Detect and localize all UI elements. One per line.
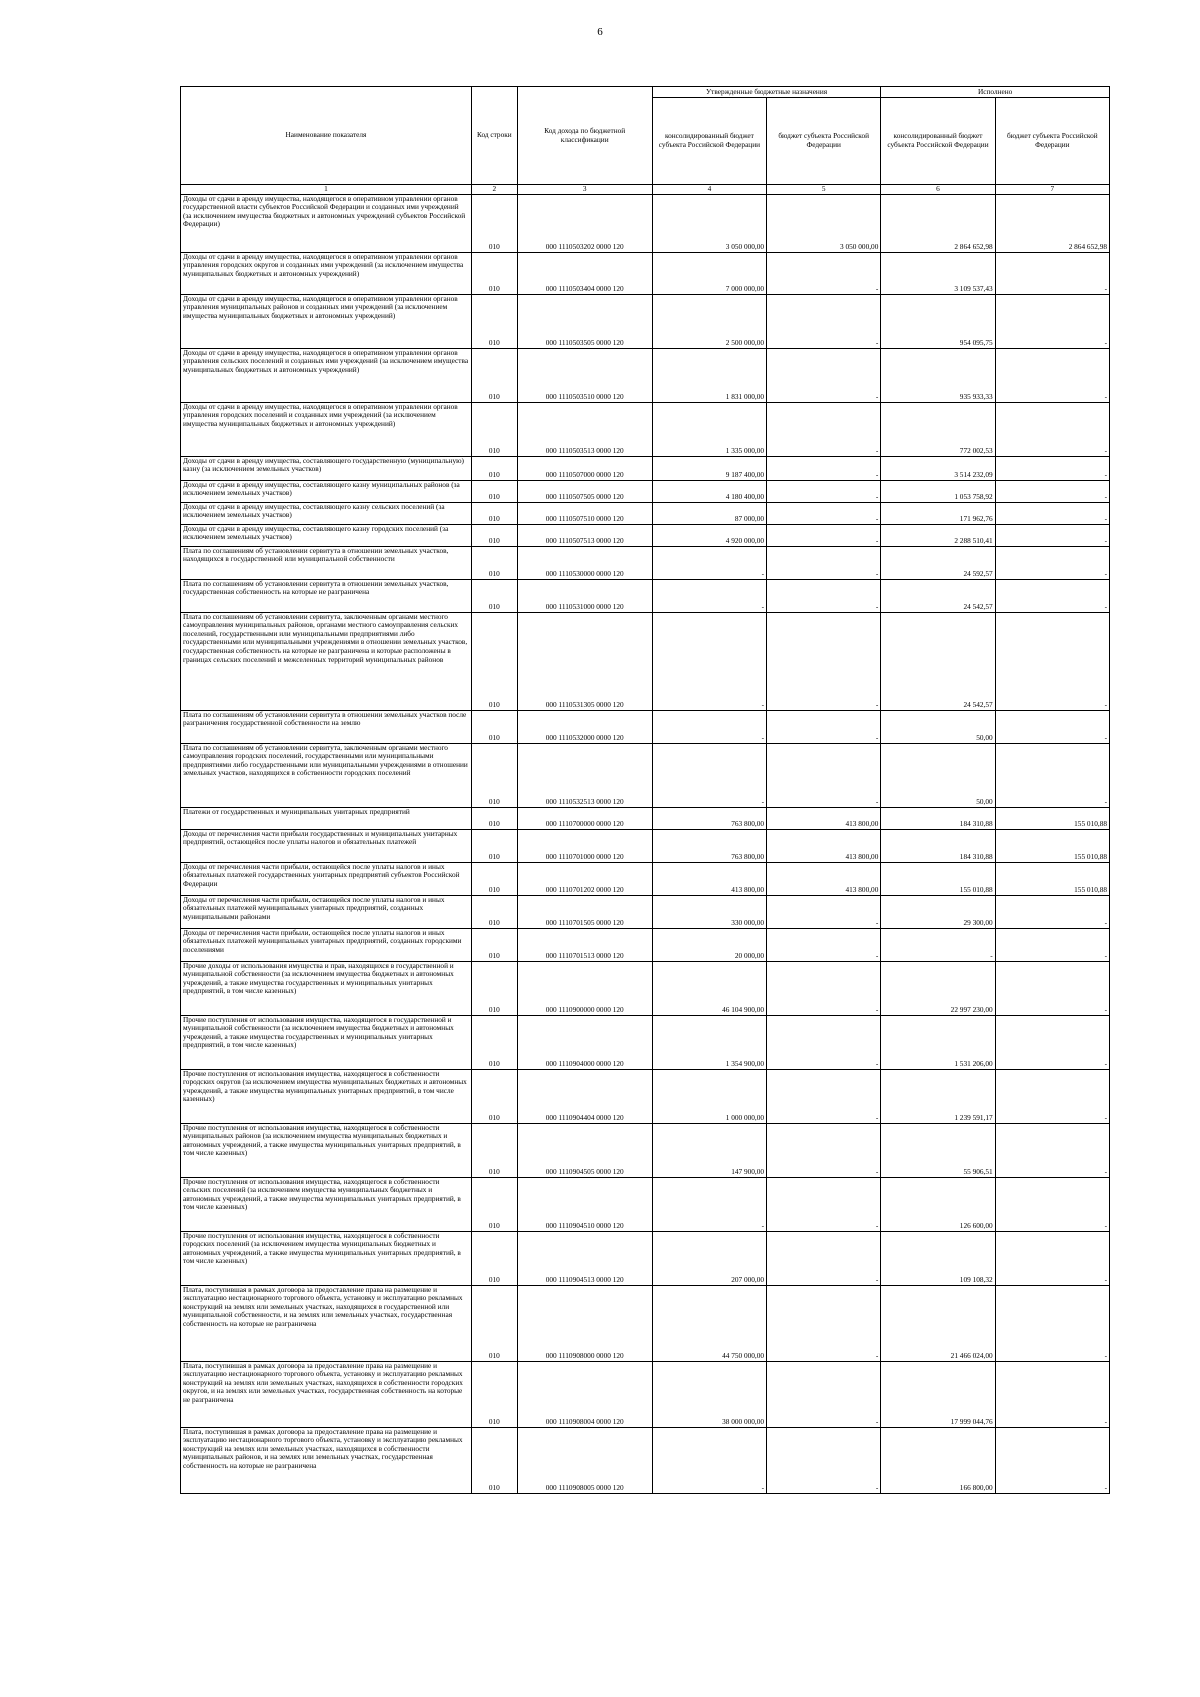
- row-executed-subject-cell: 155 010,88: [995, 862, 1109, 895]
- row-executed-subject-cell: -: [995, 348, 1109, 402]
- row-approved-subject-cell: -: [767, 961, 881, 1015]
- row-name-cell: Плата по соглашениям об установлении сервитута в отношении земельных участков, государственная собственность на которые не разграничена: [181, 579, 472, 612]
- table-row: [181, 579, 1110, 612]
- row-executed-consolidated-cell: 184 310,88: [881, 807, 995, 829]
- row-line-cell: 010: [471, 1015, 517, 1069]
- table-header: [181, 87, 1110, 195]
- row-approved-subject-cell: -: [767, 928, 881, 961]
- row-approved-subject-cell: -: [767, 252, 881, 294]
- table-row: [181, 294, 1110, 348]
- row-name-cell: Доходы от сдачи в аренду имущества, находящегося в оперативном управлении органов государственной власти субъектов Российской Федерации и созданных ими учреждений (за исключением имущества бюджетных и автономных учреждений субъектов Российской Федерации): [181, 194, 472, 252]
- row-approved-consolidated-cell: 1 335 000,00: [652, 402, 766, 456]
- column-number: 5: [767, 185, 881, 195]
- row-name-cell: Платежи от государственных и муниципальных унитарных предприятий: [181, 807, 472, 829]
- row-executed-consolidated-cell: 22 997 230,00: [881, 961, 995, 1015]
- row-name-cell: Прочие доходы от использования имущества и прав, находящихся в государственной и муниципальной собственности (за исключением имущества бюджетных и автономных учреждений, а также имущества государственных и муниципальных унитарных предприятий, в том числе казенных): [181, 961, 472, 1015]
- row-approved-consolidated-cell: -: [652, 1427, 766, 1493]
- table-row: [181, 546, 1110, 579]
- row-executed-subject-cell: -: [995, 480, 1109, 502]
- row-line-cell: 010: [471, 456, 517, 480]
- row-executed-consolidated-cell: 29 300,00: [881, 895, 995, 928]
- row-executed-consolidated-cell: 21 466 024,00: [881, 1285, 995, 1361]
- row-name-cell: Плата, поступившая в рамках договора за предоставление права на размещение и эксплуатацию нестационарного торгового объекта, установку и эксплуатацию рекламных конструкций на землях или земельных участках, находящихся в собственности муниципальных районов, и на землях или земельных участках, государственная собственность на которые не разграничена: [181, 1427, 472, 1493]
- row-executed-subject-cell: -: [995, 1285, 1109, 1361]
- row-approved-subject-cell: 3 050 000,00: [767, 194, 881, 252]
- row-approved-subject-cell: 413 800,00: [767, 862, 881, 895]
- row-line-cell: 010: [471, 1285, 517, 1361]
- row-name-cell: Плата по соглашениям об установлении сервитута, заключенным органами местного самоуправления муниципальных районов, органами местного самоуправления сельских поселений, государственными или муниципальными предприятиями либо государственными или муниципальными учреждениями в отношении земельных участков, государственная собственность на которые не разграничена и которые расположены в границах сельских поселений и межселенных территорий муниципальных районов: [181, 612, 472, 710]
- row-name-cell: Доходы от сдачи в аренду имущества, находящегося в оперативном управлении органов управления городских поселений и созданных ими учреждений (за исключением имущества муниципальных бюджетных и автономных учреждений): [181, 402, 472, 456]
- row-code-cell: 000 1110503505 0000 120: [517, 294, 652, 348]
- row-line-cell: 010: [471, 294, 517, 348]
- row-line-cell: 010: [471, 612, 517, 710]
- row-approved-subject-cell: -: [767, 895, 881, 928]
- row-approved-subject-cell: -: [767, 480, 881, 502]
- row-approved-consolidated-cell: 38 000 000,00: [652, 1361, 766, 1427]
- row-code-cell: 000 1110530000 0000 120: [517, 546, 652, 579]
- row-approved-consolidated-cell: 4 920 000,00: [652, 524, 766, 546]
- header-approved: Утвержденные бюджетные назначения: [652, 87, 881, 98]
- row-approved-consolidated-cell: 3 050 000,00: [652, 194, 766, 252]
- row-name-cell: Доходы от перечисления части прибыли, остающейся после уплаты налогов и иных обязательных платежей муниципальных унитарных предприятий, созданных городскими поселениями: [181, 928, 472, 961]
- table-row: [181, 961, 1110, 1015]
- row-executed-consolidated-cell: 24 542,57: [881, 612, 995, 710]
- row-approved-consolidated-cell: 7 000 000,00: [652, 252, 766, 294]
- row-approved-consolidated-cell: 20 000,00: [652, 928, 766, 961]
- header-income-code: Код дохода по бюджетной классификации: [517, 87, 652, 185]
- row-executed-subject-cell: -: [995, 294, 1109, 348]
- table-row: [181, 502, 1110, 524]
- row-approved-consolidated-cell: 4 180 400,00: [652, 480, 766, 502]
- row-code-cell: 000 1110503202 0000 120: [517, 194, 652, 252]
- row-executed-consolidated-cell: 171 962,76: [881, 502, 995, 524]
- row-code-cell: 000 1110507000 0000 120: [517, 456, 652, 480]
- row-executed-subject-cell: -: [995, 710, 1109, 743]
- table-row: [181, 1069, 1110, 1123]
- table-row: [181, 1177, 1110, 1231]
- table-row: [181, 1015, 1110, 1069]
- header-approved-consolidated: консолидированный бюджет субъекта Российской Федерации: [652, 98, 766, 185]
- row-approved-consolidated-cell: 147 900,00: [652, 1123, 766, 1177]
- header-executed: Исполнено: [881, 87, 1110, 98]
- row-approved-consolidated-cell: 1 000 000,00: [652, 1069, 766, 1123]
- column-number: 3: [517, 185, 652, 195]
- row-line-cell: 010: [471, 1231, 517, 1285]
- row-executed-subject-cell: 2 864 652,98: [995, 194, 1109, 252]
- row-executed-consolidated-cell: 3 514 232,09: [881, 456, 995, 480]
- row-code-cell: 000 1110507513 0000 120: [517, 524, 652, 546]
- row-line-cell: 010: [471, 1361, 517, 1427]
- row-code-cell: 000 1110904510 0000 120: [517, 1177, 652, 1231]
- row-approved-consolidated-cell: 2 500 000,00: [652, 294, 766, 348]
- row-executed-subject-cell: 155 010,88: [995, 829, 1109, 862]
- table-row: [181, 348, 1110, 402]
- row-line-cell: 010: [471, 348, 517, 402]
- row-approved-consolidated-cell: 1 354 900,00: [652, 1015, 766, 1069]
- table-row: [181, 807, 1110, 829]
- row-approved-subject-cell: 413 800,00: [767, 829, 881, 862]
- row-line-cell: 010: [471, 480, 517, 502]
- row-executed-consolidated-cell: 935 933,33: [881, 348, 995, 402]
- row-executed-consolidated-cell: 184 310,88: [881, 829, 995, 862]
- row-executed-consolidated-cell: 2 288 510,41: [881, 524, 995, 546]
- row-line-cell: 010: [471, 862, 517, 895]
- table-row: [181, 252, 1110, 294]
- row-approved-subject-cell: -: [767, 1177, 881, 1231]
- table-body: [181, 194, 1110, 1493]
- row-executed-consolidated-cell: 166 800,00: [881, 1427, 995, 1493]
- page-number: 6: [597, 26, 603, 38]
- row-executed-subject-cell: -: [995, 456, 1109, 480]
- row-executed-subject-cell: -: [995, 524, 1109, 546]
- row-code-cell: 000 1110908000 0000 120: [517, 1285, 652, 1361]
- row-code-cell: 000 1110904513 0000 120: [517, 1231, 652, 1285]
- header-executed-consolidated: консолидированный бюджет субъекта Российской Федерации: [881, 98, 995, 185]
- row-line-cell: 010: [471, 928, 517, 961]
- row-executed-consolidated-cell: 1 053 758,92: [881, 480, 995, 502]
- row-code-cell: 000 1110503513 0000 120: [517, 402, 652, 456]
- table-row: [181, 928, 1110, 961]
- row-line-cell: 010: [471, 807, 517, 829]
- row-line-cell: 010: [471, 546, 517, 579]
- row-approved-subject-cell: -: [767, 1231, 881, 1285]
- row-executed-consolidated-cell: 50,00: [881, 743, 995, 807]
- column-number: 7: [995, 185, 1109, 195]
- row-approved-subject-cell: -: [767, 1069, 881, 1123]
- row-executed-consolidated-cell: 126 600,00: [881, 1177, 995, 1231]
- row-code-cell: 000 1110700000 0000 120: [517, 807, 652, 829]
- row-executed-subject-cell: -: [995, 252, 1109, 294]
- row-line-cell: 010: [471, 1427, 517, 1493]
- row-executed-consolidated-cell: 1 239 591,17: [881, 1069, 995, 1123]
- row-approved-subject-cell: -: [767, 1361, 881, 1427]
- row-approved-consolidated-cell: 1 831 000,00: [652, 348, 766, 402]
- row-line-cell: 010: [471, 743, 517, 807]
- table-row: [181, 862, 1110, 895]
- row-executed-consolidated-cell: 24 542,57: [881, 579, 995, 612]
- row-executed-subject-cell: -: [995, 579, 1109, 612]
- row-executed-subject-cell: -: [995, 546, 1109, 579]
- row-approved-subject-cell: -: [767, 612, 881, 710]
- row-executed-subject-cell: -: [995, 612, 1109, 710]
- column-number: 4: [652, 185, 766, 195]
- row-line-cell: 010: [471, 1177, 517, 1231]
- row-name-cell: Доходы от сдачи в аренду имущества, составляющего казну муниципальных районов (за исключением земельных участков): [181, 480, 472, 502]
- row-approved-consolidated-cell: 44 750 000,00: [652, 1285, 766, 1361]
- row-executed-consolidated-cell: 50,00: [881, 710, 995, 743]
- table-row: [181, 895, 1110, 928]
- row-approved-consolidated-cell: -: [652, 612, 766, 710]
- table-row: [181, 1427, 1110, 1493]
- row-executed-subject-cell: -: [995, 961, 1109, 1015]
- row-approved-consolidated-cell: 763 800,00: [652, 829, 766, 862]
- row-name-cell: Доходы от сдачи в аренду имущества, составляющего казну сельских поселений (за исключением земельных участков): [181, 502, 472, 524]
- row-approved-subject-cell: -: [767, 456, 881, 480]
- row-executed-subject-cell: -: [995, 1231, 1109, 1285]
- row-approved-consolidated-cell: 46 104 900,00: [652, 961, 766, 1015]
- header-line-code: Код строки: [471, 87, 517, 185]
- table-row: [181, 456, 1110, 480]
- row-executed-consolidated-cell: 55 906,51: [881, 1123, 995, 1177]
- row-approved-subject-cell: -: [767, 348, 881, 402]
- row-executed-subject-cell: -: [995, 402, 1109, 456]
- row-approved-subject-cell: -: [767, 743, 881, 807]
- row-code-cell: 000 1110531000 0000 120: [517, 579, 652, 612]
- header-approved-subject: бюджет субъекта Российской Федерации: [767, 98, 881, 185]
- row-approved-consolidated-cell: 763 800,00: [652, 807, 766, 829]
- row-executed-subject-cell: -: [995, 1427, 1109, 1493]
- row-name-cell: Доходы от сдачи в аренду имущества, находящегося в оперативном управлении органов управления муниципальных районов и созданных ими учреждений (за исключением имущества муниципальных бюджетных и автономных учреждений): [181, 294, 472, 348]
- table-row: [181, 743, 1110, 807]
- row-name-cell: Плата по соглашениям об установлении сервитута, заключенным органами местного самоуправления городских поселений, государственными или муниципальными предприятиями либо государственными или муниципальными учреждениями в отношении земельных участков, находящихся в собственности городских поселений: [181, 743, 472, 807]
- row-executed-consolidated-cell: 24 592,57: [881, 546, 995, 579]
- row-code-cell: 000 1110507505 0000 120: [517, 480, 652, 502]
- row-code-cell: 000 1110701513 0000 120: [517, 928, 652, 961]
- row-code-cell: 000 1110904404 0000 120: [517, 1069, 652, 1123]
- row-approved-subject-cell: -: [767, 1015, 881, 1069]
- table-row: [181, 1123, 1110, 1177]
- row-code-cell: 000 1110503510 0000 120: [517, 348, 652, 402]
- row-approved-consolidated-cell: 9 187 400,00: [652, 456, 766, 480]
- table-row: [181, 612, 1110, 710]
- row-name-cell: Доходы от сдачи в аренду имущества, находящегося в оперативном управлении органов управления городских округов и созданных ими учреждений (за исключением имущества муниципальных бюджетных и автономных учреждений): [181, 252, 472, 294]
- header-executed-subject: бюджет субъекта Российской Федерации: [995, 98, 1109, 185]
- row-name-cell: Прочие поступления от использования имущества, находящегося в государственной и муниципальной собственности (за исключением имущества бюджетных и автономных учреждений, а также имущества государственных и муниципальных унитарных предприятий, в том числе казенных): [181, 1015, 472, 1069]
- row-executed-subject-cell: -: [995, 502, 1109, 524]
- row-name-cell: Плата по соглашениям об установлении сервитута в отношении земельных участков, находящихся в государственной или муниципальной собственности: [181, 546, 472, 579]
- table-row: [181, 1231, 1110, 1285]
- row-code-cell: 000 1110701202 0000 120: [517, 862, 652, 895]
- row-approved-subject-cell: -: [767, 502, 881, 524]
- row-line-cell: 010: [471, 502, 517, 524]
- row-executed-subject-cell: -: [995, 1015, 1109, 1069]
- row-line-cell: 010: [471, 895, 517, 928]
- row-approved-subject-cell: -: [767, 1285, 881, 1361]
- row-name-cell: Доходы от сдачи в аренду имущества, составляющего казну городских поселений (за исключением земельных участков): [181, 524, 472, 546]
- row-code-cell: 000 1110531305 0000 120: [517, 612, 652, 710]
- row-approved-subject-cell: 413 800,00: [767, 807, 881, 829]
- row-line-cell: 010: [471, 579, 517, 612]
- row-approved-consolidated-cell: 330 000,00: [652, 895, 766, 928]
- row-approved-consolidated-cell: 207 000,00: [652, 1231, 766, 1285]
- row-executed-subject-cell: -: [995, 1177, 1109, 1231]
- row-executed-subject-cell: -: [995, 1069, 1109, 1123]
- row-code-cell: 000 1110507510 0000 120: [517, 502, 652, 524]
- table-row: [181, 524, 1110, 546]
- row-name-cell: Прочие поступления от использования имущества, находящегося в собственности муниципальных районов (за исключением имущества муниципальных бюджетных и автономных учреждений, а также имущества муниципальных унитарных предприятий, в том числе казенных): [181, 1123, 472, 1177]
- row-approved-consolidated-cell: -: [652, 743, 766, 807]
- table-row: [181, 1361, 1110, 1427]
- row-executed-subject-cell: -: [995, 928, 1109, 961]
- row-line-cell: 010: [471, 710, 517, 743]
- row-executed-consolidated-cell: -: [881, 928, 995, 961]
- row-executed-consolidated-cell: 109 108,32: [881, 1231, 995, 1285]
- row-executed-subject-cell: -: [995, 1123, 1109, 1177]
- row-executed-subject-cell: -: [995, 743, 1109, 807]
- row-line-cell: 010: [471, 524, 517, 546]
- row-approved-subject-cell: -: [767, 546, 881, 579]
- row-line-cell: 010: [471, 1123, 517, 1177]
- table-row: [181, 710, 1110, 743]
- row-name-cell: Прочие поступления от использования имущества, находящегося в собственности городских поселений (за исключением имущества муниципальных бюджетных и автономных учреждений, а также имущества муниципальных унитарных предприятий, в том числе казенных): [181, 1231, 472, 1285]
- row-code-cell: 000 1110908005 0000 120: [517, 1427, 652, 1493]
- table-row: [181, 480, 1110, 502]
- row-executed-subject-cell: -: [995, 895, 1109, 928]
- row-name-cell: Прочие поступления от использования имущества, находящегося в собственности сельских поселений (за исключением имущества муниципальных бюджетных и автономных учреждений, а также имущества муниципальных унитарных предприятий, в том числе казенных): [181, 1177, 472, 1231]
- row-approved-consolidated-cell: -: [652, 1177, 766, 1231]
- row-line-cell: 010: [471, 194, 517, 252]
- row-line-cell: 010: [471, 402, 517, 456]
- row-line-cell: 010: [471, 829, 517, 862]
- row-approved-subject-cell: -: [767, 294, 881, 348]
- row-executed-consolidated-cell: 3 109 537,43: [881, 252, 995, 294]
- row-code-cell: 000 1110904505 0000 120: [517, 1123, 652, 1177]
- row-approved-consolidated-cell: -: [652, 579, 766, 612]
- row-line-cell: 010: [471, 961, 517, 1015]
- row-name-cell: Доходы от перечисления части прибыли государственных и муниципальных унитарных предприятий, остающейся после уплаты налогов и обязательных платежей: [181, 829, 472, 862]
- row-name-cell: Плата, поступившая в рамках договора за предоставление права на размещение и эксплуатацию нестационарного торгового объекта, установку и эксплуатацию рекламных конструкций на землях или земельных участках, находящихся в государственной или муниципальной собственности, и на землях или земельных участках, государственная собственность на которые не разграничена: [181, 1285, 472, 1361]
- row-name-cell: Доходы от перечисления части прибыли, остающейся после уплаты налогов и иных обязательных платежей муниципальных унитарных предприятий, созданных муниципальными районами: [181, 895, 472, 928]
- column-number: 2: [471, 185, 517, 195]
- row-executed-consolidated-cell: 155 010,88: [881, 862, 995, 895]
- row-approved-consolidated-cell: -: [652, 710, 766, 743]
- row-approved-subject-cell: -: [767, 402, 881, 456]
- row-name-cell: Доходы от сдачи в аренду имущества, находящегося в оперативном управлении органов управления сельских поселений и созданных ими учреждений (за исключением имущества муниципальных бюджетных и автономных учреждений): [181, 348, 472, 402]
- row-approved-subject-cell: -: [767, 1123, 881, 1177]
- row-executed-consolidated-cell: 772 002,53: [881, 402, 995, 456]
- row-executed-consolidated-cell: 2 864 652,98: [881, 194, 995, 252]
- row-code-cell: 000 1110701000 0000 120: [517, 829, 652, 862]
- row-executed-subject-cell: 155 010,88: [995, 807, 1109, 829]
- row-name-cell: Доходы от сдачи в аренду имущества, составляющего государственную (муниципальную) казну (за исключением земельных участков): [181, 456, 472, 480]
- table-row: [181, 194, 1110, 252]
- row-executed-consolidated-cell: 1 531 206,00: [881, 1015, 995, 1069]
- row-name-cell: Плата по соглашениям об установлении сервитута в отношении земельных участков после разграничения государственной собственности на землю: [181, 710, 472, 743]
- column-number: 1: [181, 185, 472, 195]
- row-code-cell: 000 1110532513 0000 120: [517, 743, 652, 807]
- row-executed-subject-cell: -: [995, 1361, 1109, 1427]
- row-approved-subject-cell: -: [767, 524, 881, 546]
- row-name-cell: Прочие поступления от использования имущества, находящегося в собственности городских округов (за исключением имущества муниципальных бюджетных и автономных учреждений, а также имущества муниципальных унитарных предприятий, в том числе казенных): [181, 1069, 472, 1123]
- row-name-cell: Доходы от перечисления части прибыли, остающейся после уплаты налогов и иных обязательных платежей государственных унитарных предприятий субъектов Российской Федерации: [181, 862, 472, 895]
- row-approved-consolidated-cell: 413 800,00: [652, 862, 766, 895]
- row-code-cell: 000 1110701505 0000 120: [517, 895, 652, 928]
- row-line-cell: 010: [471, 252, 517, 294]
- row-approved-subject-cell: -: [767, 710, 881, 743]
- row-code-cell: 000 1110503404 0000 120: [517, 252, 652, 294]
- table-row: [181, 402, 1110, 456]
- row-executed-consolidated-cell: 954 095,75: [881, 294, 995, 348]
- row-approved-subject-cell: -: [767, 579, 881, 612]
- header-name: Наименование показателя: [181, 87, 472, 185]
- row-code-cell: 000 1110908004 0000 120: [517, 1361, 652, 1427]
- row-approved-consolidated-cell: 87 000,00: [652, 502, 766, 524]
- row-executed-consolidated-cell: 17 999 044,76: [881, 1361, 995, 1427]
- row-code-cell: 000 1110532000 0000 120: [517, 710, 652, 743]
- row-code-cell: 000 1110900000 0000 120: [517, 961, 652, 1015]
- column-number: 6: [881, 185, 995, 195]
- row-approved-consolidated-cell: -: [652, 546, 766, 579]
- table-row: [181, 1285, 1110, 1361]
- budget-execution-table: [180, 86, 1110, 1494]
- row-name-cell: Плата, поступившая в рамках договора за предоставление права на размещение и эксплуатацию нестационарного торгового объекта, установку и эксплуатацию рекламных конструкций на землях или земельных участках, находящихся в собственности городских округов, и на землях или земельных участках, государственная собственность на которые не разграничена: [181, 1361, 472, 1427]
- row-approved-subject-cell: -: [767, 1427, 881, 1493]
- row-code-cell: 000 1110904000 0000 120: [517, 1015, 652, 1069]
- row-line-cell: 010: [471, 1069, 517, 1123]
- table-row: [181, 829, 1110, 862]
